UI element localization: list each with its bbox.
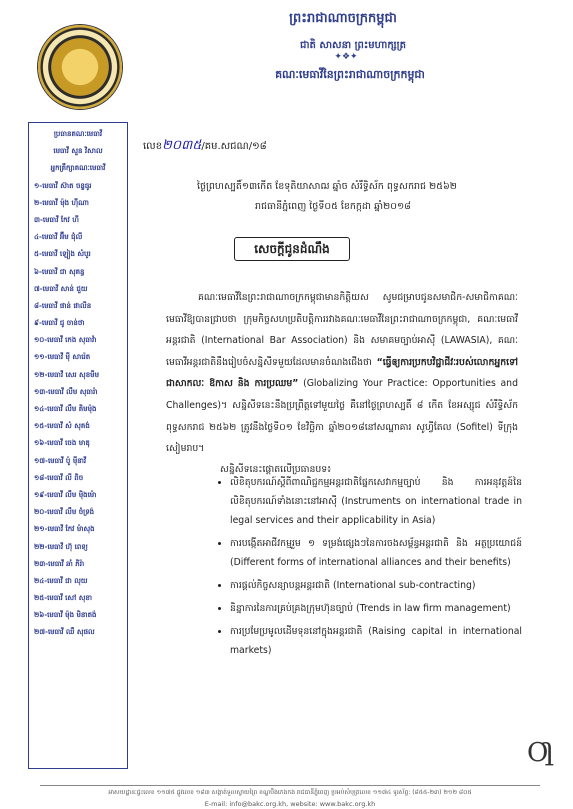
sidebar-member-item: ២៦-មេធាវី ម៉ុង មិនាតង់ — [34, 611, 97, 620]
sidebar-member-item: ២៤-មេធាវី ជា លុយ — [34, 576, 88, 585]
conference-title-english: (Globalizing Your Practice: Opportunities and Challenges) — [166, 378, 518, 411]
footer-divider — [40, 785, 540, 786]
reference-handwritten-number: ២០៣៥ — [162, 138, 202, 153]
conference-title: “ធ្វើឲ្យការប្រកបវិជ្ជាជីវៈរបស់លោកអ្នកទៅជាសាកលៈ ឱកាស និង ការប្រឈម” — [166, 356, 518, 390]
sidebar-heading: មេធាវី សួន វិសាល — [53, 147, 103, 156]
motto: ជាតិ សាសនា ព្រះមហាក្សត្រ — [300, 40, 406, 51]
topic-item: • ការផ្តល់កិច្ចសន្យាបន្តអន្តរជាតិ (International sub-contracting) — [230, 576, 522, 595]
sidebar-member-item: ១៩-មេធាវី លឹម ម៉ិងម៉ោ — [34, 490, 97, 499]
sidebar-member-item: ២៧-មេធាវី ឈឺ សុផល — [34, 628, 95, 637]
reference-prefix: លេខ — [143, 141, 163, 152]
organization-name: គណៈមេធាវីនៃព្រះរាជាណាចក្រកម្ពុជា — [275, 68, 425, 81]
sidebar-member-item: ១១-មេធាវី ម៉ី សារ៉េត — [34, 353, 91, 362]
topic-item: • ការប្រមែប្រមូលដើមទុននៅក្នុងអន្តរជាតិ (Raising capital in international markets) — [230, 622, 522, 660]
sidebar-member-item: ១០-មេធាវី កេង សុធាវ៉ា — [34, 336, 97, 345]
topics-list — [216, 473, 522, 664]
lunar-date: ថ្ងៃព្រហស្បតិ៍១៣កើត ខែទុតិយាសាឍ ឆ្នាំច សំរឹទ្ធិស័ក ពុទ្ធសករាជ ២៥៦២ — [197, 181, 457, 192]
sidebar-member-item: ៦-មេធាវី ជា សុគន្ធ — [34, 267, 85, 276]
sidebar-member-item: ១៦-មេធាវី ចេង មាឌុ — [34, 439, 90, 448]
bar-association-seal-logo — [38, 25, 122, 109]
sidebar-member-item: ២៥-មេធាវី សៅ សុខា — [34, 594, 93, 603]
sidebar-member-item: ២១-មេធាវី កែវ ម៉ាសុង — [34, 525, 95, 534]
topic-item: • លិខិតុបករណ៍ស្តីពីពាណិជ្ជកម្មអន្តរជាតិផ្នែកសេវាកម្មច្បាប់ និង ការអនុវត្តន៍នៃលិខិតុបករណ៍ទាំងនោះនៅអាស៊ី (Instruments on international trade in legal services and their applicability in Asia) — [230, 473, 522, 530]
sidebar-member-item: ២០-មេធាវី លឹម ចំទ្រង់ — [34, 508, 95, 517]
sidebar-member-item: ៧-មេធាវី សាន់ ជួយ — [34, 284, 88, 293]
paragraph-text: គណៈមេធាវីនៃព្រះរាជាណាចក្រកម្ពុជាមានកិត្តិយស សូមជម្រាបជូនសមាជិក-សមាជិកាគណៈមេធាវីឱ្យបានជ្រាបថា ក្រុមកិច្ចសហប្រតិបត្តិការរវាងគណៈមេធាវីនៃព្រះរាជាណាចក្រកម្ពុជា, គណៈមេធាវីអន្តរជាតិ (International Bar Association) និង សមាគមច្បាប់អាស៊ី (LAWASIA), គណៈមេធាវីអន្តរជាតិនឹងរៀបចំសន្និសីទមួយដែលមានចំណងជើងថា — [166, 292, 518, 368]
sidebar-member-item: ១៨-មេធាវី លី ពិច — [34, 473, 84, 482]
kingdom-title: ព្រះរាជាណាចក្រកម្ពុជា — [289, 11, 397, 26]
sidebar-heading: អ្នកគ្រឹក្សាគណៈមេធាវី — [50, 164, 106, 173]
sidebar-member-item: ៣-មេធាវី កែវ ហី — [34, 215, 79, 224]
sidebar-member-item: ១៥-មេធាវី សំ សុគង់ — [34, 422, 90, 431]
sidebar-member-item: ៤-មេធាវី អ៊ឹម ជុំលី — [34, 233, 83, 242]
sidebar-member-item: ១២-មេធាវី សេរ សុខមីម — [34, 370, 100, 379]
paragraph-end-text: ។ សន្និសីទនេះនឹងប្រព្រឹត្តទៅមួយថ្ងៃ គឺនៅថ្ងៃព្រហស្បតិ៍ ៨ កើត ខែអស្សុជ សំរឹទ្ធិស័ក ពុទ្ធសករាជ ២៥៦២ ត្រូវនឹងថ្ងៃទី០១ ខែវិច្ឆិកា ឆ្នាំ២០១៨នៅសណ្ឋាគារ សូហ្វីតែល (Sofitel) ទីក្រុងសៀមរាប។ — [166, 399, 518, 455]
topic-item: • និន្នាការនៃការគ្រប់គ្រងក្រុមហ៊ុនច្បាប់ (Trends in law firm management) — [230, 599, 522, 618]
sidebar-member-item: ២-មេធាវី ម៉ុង ហ៊ីណា — [34, 198, 89, 207]
footer-address: អាសយដ្ឋានៈផ្ទះលេខ ១១៧៥ ផ្លូវលេខ ១៨៣ សង្កាត់ទួលស្វាយព្រៃ ខណ្ឌបឹងកេងកង រាជធានីភ្នំពេញ ប្រអប់សំបុត្រលេខ ១១៧៤ ទូរស័ព្ទ: (៨៥៥-២៣) ២១២ ៨០៥ — [108, 789, 472, 796]
sidebar-member-item: ៨-មេធាវី ផាន់ ផាលីន — [34, 301, 92, 310]
topic-item: • ការបង្កើតអាជីវកម្មរួម ១ ទម្រង់ផ្សេងៗនៃការចងសម្ព័ន្ធអន្តរជាតិ និង អត្ថប្រយោជន៍ (Different forms of international alliances and their benefits) — [230, 534, 522, 572]
solar-date: រាជធានីភ្នំពេញ ថ្ងៃទី០៥ ខែកក្កដា ឆ្នាំ២០១៨ — [255, 201, 411, 212]
topics-lead: សន្និសីទនេះផ្តោតលើប្រធានបទ៖ — [220, 464, 332, 475]
sidebar-member-item: ៥-មេធាវី ឡៀង សំបូរ — [34, 250, 91, 259]
document-title: សេចក្តីជូនដំណឹង — [234, 237, 350, 261]
body-paragraph — [166, 287, 518, 460]
sidebar-member-item: ៩-មេធាវី ជូ ចាន់ថា — [34, 319, 85, 328]
reference-suffix: /គម.សជណ/១៨ — [201, 141, 267, 152]
sidebar-heading: ប្រធានគណៈមេធាវី — [53, 130, 103, 138]
sidebar-member-item: ២៣-មេធាវី ឆាំ ភិរ៉ា — [34, 559, 85, 568]
sidebar-member-item: ១-មេធាវី ស៊ាត ចន្ទធូរ — [34, 181, 92, 190]
sidebar-member-list — [32, 126, 124, 642]
signature-mark: Ƣ — [527, 738, 555, 768]
sidebar-member-item: ២២-មេធាវី ហ៊ុ ពេទ្យ — [34, 542, 88, 551]
sidebar-member-item: ១៧-មេធាវី ប៉ូ ម៉ីនាវី — [34, 456, 87, 465]
footer-contact: E-mail: info@bakc.org.kh, website: www.bakc.org.kh — [204, 800, 376, 808]
reference-number — [143, 137, 267, 156]
sidebar-member-item: ១៤-មេធាវី លឹម គិមម៉ុង — [34, 405, 97, 413]
ornament-icon: ✦❖✦ — [334, 52, 358, 62]
sidebar-member-item: ១៣-មេធាវី លឹម សុធារ៉ា — [34, 387, 98, 396]
